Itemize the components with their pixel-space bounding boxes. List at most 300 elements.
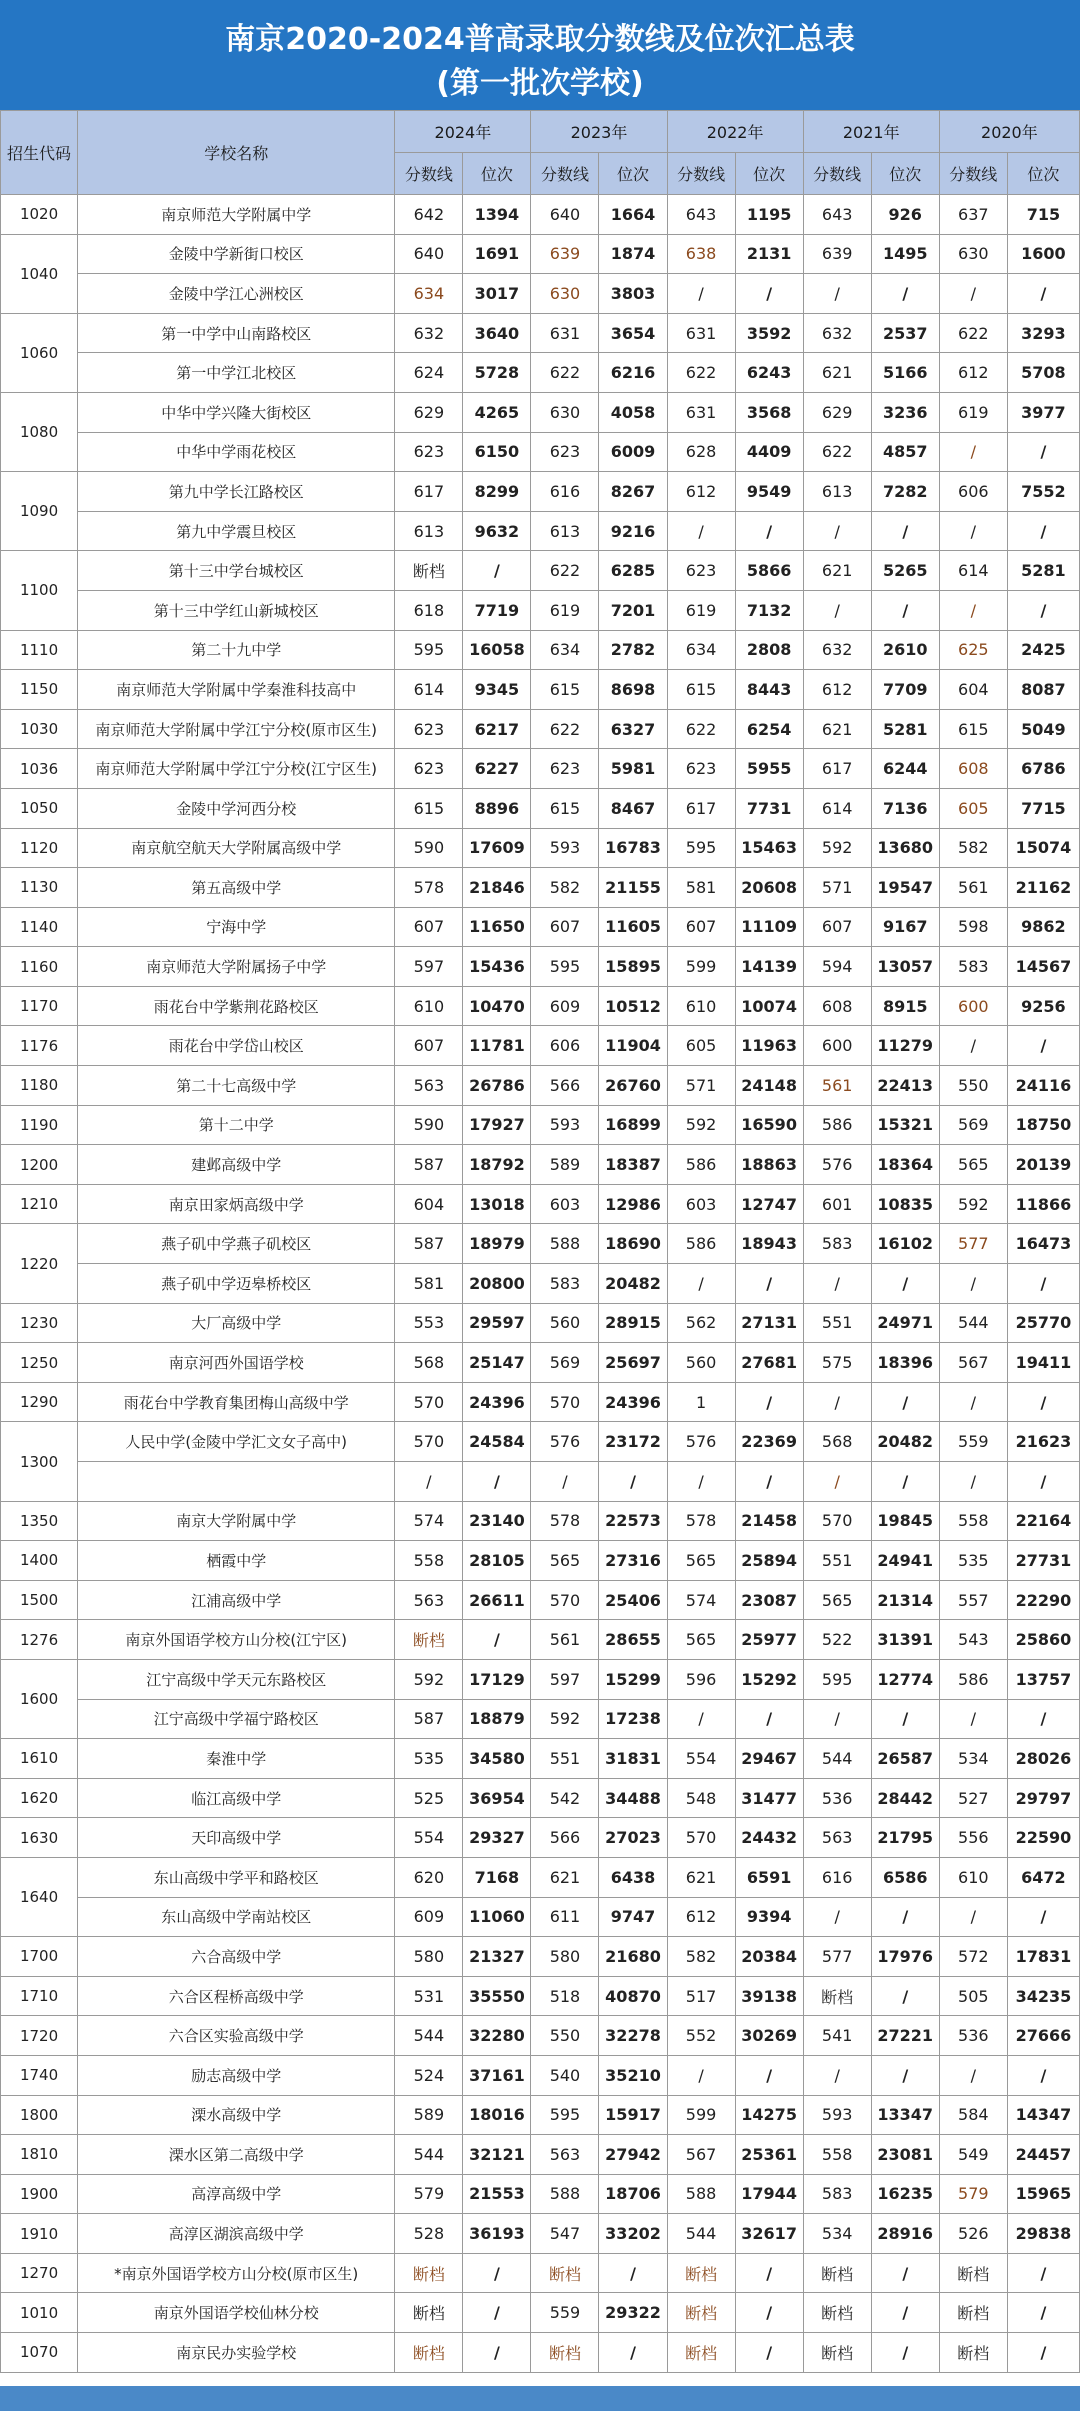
- school-name: 燕子矶中学迈皋桥校区: [78, 1264, 395, 1304]
- score-cell: 587: [395, 1145, 463, 1185]
- enrollment-code: 1910: [1, 2214, 78, 2254]
- school-name: 东山高级中学平和路校区: [78, 1857, 395, 1897]
- table-row: [1, 1422, 1080, 1462]
- rank-cell: 22590: [1007, 1818, 1079, 1858]
- score-cell: 1: [667, 1382, 735, 1422]
- score-cell: 615: [531, 788, 599, 828]
- rank-cell: 18863: [735, 1145, 803, 1185]
- score-cell: 617: [803, 749, 871, 789]
- rank-cell: 18387: [599, 1145, 667, 1185]
- score-cell: 595: [531, 947, 599, 987]
- rank-cell: 9345: [463, 670, 531, 710]
- score-cell: 565: [667, 1620, 735, 1660]
- score-cell: /: [803, 1897, 871, 1937]
- rank-cell: /: [463, 1462, 531, 1502]
- enrollment-code: 1710: [1, 1976, 78, 2016]
- enrollment-code: 1810: [1, 2135, 78, 2175]
- score-cell: 560: [667, 1343, 735, 1383]
- score-cell: /: [667, 274, 735, 314]
- rank-cell: /: [1007, 2293, 1079, 2333]
- rank-cell: 18750: [1007, 1105, 1079, 1145]
- table-row: [1, 1659, 1080, 1699]
- score-cell: 615: [939, 709, 1007, 749]
- table-row: [1, 709, 1080, 749]
- rank-cell: 12747: [735, 1184, 803, 1224]
- enrollment-code: 1200: [1, 1145, 78, 1185]
- rank-cell: 24432: [735, 1818, 803, 1858]
- table-row: [1, 1976, 1080, 2016]
- rank-cell: 22573: [599, 1501, 667, 1541]
- score-cell: 592: [803, 828, 871, 868]
- score-cell: 568: [803, 1422, 871, 1462]
- table-row: [1, 1026, 1080, 1066]
- score-cell: 561: [531, 1620, 599, 1660]
- rank-cell: /: [1007, 1462, 1079, 1502]
- score-cell: 542: [531, 1778, 599, 1818]
- score-cell: 561: [939, 868, 1007, 908]
- score-cell: 553: [395, 1303, 463, 1343]
- rank-cell: 25147: [463, 1343, 531, 1383]
- table-row: [1, 590, 1080, 630]
- rank-cell: 21327: [463, 1937, 531, 1977]
- school-name: 金陵中学河西分校: [78, 788, 395, 828]
- rank-cell: /: [1007, 2333, 1079, 2373]
- school-name: 金陵中学新街口校区: [78, 234, 395, 274]
- school-name: 东山高级中学南站校区: [78, 1897, 395, 1937]
- rank-cell: 24971: [871, 1303, 939, 1343]
- score-cell: 563: [803, 1818, 871, 1858]
- table-row: [1, 1580, 1080, 1620]
- score-cell: 535: [395, 1739, 463, 1779]
- score-cell: 587: [395, 1224, 463, 1264]
- score-cell: 断档: [803, 1976, 871, 2016]
- school-name: 六合区程桥高级中学: [78, 1976, 395, 2016]
- page-subtitle: (第一批次学校): [436, 66, 644, 101]
- school-name: 六合区实验高级中学: [78, 2016, 395, 2056]
- school-name: 六合高级中学: [78, 1937, 395, 1977]
- school-name: 第一中学中山南路校区: [78, 313, 395, 353]
- rank-cell: 29838: [1007, 2214, 1079, 2254]
- rank-cell: 6438: [599, 1857, 667, 1897]
- rank-cell: 5955: [735, 749, 803, 789]
- rank-cell: 25361: [735, 2135, 803, 2175]
- rank-cell: 22164: [1007, 1501, 1079, 1541]
- score-cell: 570: [803, 1501, 871, 1541]
- score-cell: 616: [531, 472, 599, 512]
- score-cell: 634: [531, 630, 599, 670]
- table-row: [1, 1857, 1080, 1897]
- enrollment-code: 1276: [1, 1620, 78, 1660]
- rank-cell: /: [871, 1897, 939, 1937]
- score-cell: 566: [531, 1066, 599, 1106]
- rank-cell: 9747: [599, 1897, 667, 1937]
- score-cell: 607: [667, 907, 735, 947]
- rank-cell: 3017: [463, 274, 531, 314]
- score-cell: 623: [395, 749, 463, 789]
- rank-cell: /: [1007, 1264, 1079, 1304]
- score-cell: 614: [803, 788, 871, 828]
- score-cell: 断档: [939, 2293, 1007, 2333]
- score-cell: 569: [531, 1343, 599, 1383]
- score-cell: 605: [939, 788, 1007, 828]
- table-row: [1, 1343, 1080, 1383]
- score-cell: 570: [395, 1382, 463, 1422]
- score-cell: 577: [803, 1937, 871, 1977]
- table-row: [1, 195, 1080, 235]
- school-name: 秦淮中学: [78, 1739, 395, 1779]
- header-year: 2024年: [395, 111, 531, 153]
- school-name: 燕子矶中学燕子矶校区: [78, 1224, 395, 1264]
- school-name: 雨花台中学岱山校区: [78, 1026, 395, 1066]
- rank-cell: 8698: [599, 670, 667, 710]
- rank-cell: /: [735, 1699, 803, 1739]
- table-row: [1, 1224, 1080, 1264]
- rank-cell: 26760: [599, 1066, 667, 1106]
- rank-cell: 10835: [871, 1184, 939, 1224]
- rank-cell: 1664: [599, 195, 667, 235]
- score-cell: 604: [395, 1184, 463, 1224]
- score-cell: 577: [939, 1224, 1007, 1264]
- table-row: [1, 828, 1080, 868]
- rank-cell: 7552: [1007, 472, 1079, 512]
- score-cell: 560: [531, 1303, 599, 1343]
- enrollment-code: 1620: [1, 1778, 78, 1818]
- header-score: 分数线: [803, 153, 871, 195]
- rank-cell: 40870: [599, 1976, 667, 2016]
- rank-cell: 7168: [463, 1857, 531, 1897]
- score-cell: 588: [667, 2174, 735, 2214]
- rank-cell: 18706: [599, 2174, 667, 2214]
- table-row: [1, 2055, 1080, 2095]
- score-cell: 570: [667, 1818, 735, 1858]
- rank-cell: 11963: [735, 1026, 803, 1066]
- rank-cell: 9632: [463, 511, 531, 551]
- score-cell: 634: [667, 630, 735, 670]
- rank-cell: 6216: [599, 353, 667, 393]
- rank-cell: /: [1007, 1699, 1079, 1739]
- score-cell: 534: [939, 1739, 1007, 1779]
- table-row: [1, 432, 1080, 472]
- header-score: 分数线: [667, 153, 735, 195]
- rank-cell: 26786: [463, 1066, 531, 1106]
- score-cell: 613: [395, 511, 463, 551]
- school-name: 第五高级中学: [78, 868, 395, 908]
- rank-cell: 30269: [735, 2016, 803, 2056]
- enrollment-code: 1700: [1, 1937, 78, 1977]
- rank-cell: 15895: [599, 947, 667, 987]
- enrollment-code: 1210: [1, 1184, 78, 1224]
- score-cell: 613: [531, 511, 599, 551]
- school-name: 南京大学附属中学: [78, 1501, 395, 1541]
- score-cell: 断档: [395, 2253, 463, 2293]
- rank-cell: 21846: [463, 868, 531, 908]
- rank-cell: /: [735, 1264, 803, 1304]
- table-row: [1, 2095, 1080, 2135]
- enrollment-code: 1800: [1, 2095, 78, 2135]
- rank-cell: 27942: [599, 2135, 667, 2175]
- score-cell: 590: [395, 828, 463, 868]
- rank-cell: /: [871, 2253, 939, 2293]
- rank-cell: 34235: [1007, 1976, 1079, 2016]
- school-name: 南京外国语学校仙林分校: [78, 2293, 395, 2333]
- rank-cell: 2610: [871, 630, 939, 670]
- enrollment-code: 1900: [1, 2174, 78, 2214]
- rank-cell: /: [599, 1462, 667, 1502]
- rank-cell: 25697: [599, 1343, 667, 1383]
- rank-cell: 5728: [463, 353, 531, 393]
- score-cell: 551: [803, 1303, 871, 1343]
- score-cell: 570: [395, 1422, 463, 1462]
- rank-cell: 18792: [463, 1145, 531, 1185]
- score-cell: 593: [803, 2095, 871, 2135]
- table-row: [1, 907, 1080, 947]
- rank-cell: 13057: [871, 947, 939, 987]
- rank-cell: 24457: [1007, 2135, 1079, 2175]
- score-cell: 578: [395, 868, 463, 908]
- score-cell: 536: [939, 2016, 1007, 2056]
- rank-cell: /: [735, 274, 803, 314]
- rank-cell: 20384: [735, 1937, 803, 1977]
- rank-cell: 27221: [871, 2016, 939, 2056]
- score-cell: 622: [531, 709, 599, 749]
- score-cell: 621: [803, 709, 871, 749]
- rank-cell: 24116: [1007, 1066, 1079, 1106]
- rank-cell: 25770: [1007, 1303, 1079, 1343]
- score-cell: /: [395, 1462, 463, 1502]
- score-cell: 604: [939, 670, 1007, 710]
- school-name: 宁海中学: [78, 907, 395, 947]
- header-row-years: [1, 111, 1080, 153]
- school-name: 江宁高级中学天元东路校区: [78, 1659, 395, 1699]
- score-cell: /: [939, 1897, 1007, 1937]
- rank-cell: 26611: [463, 1580, 531, 1620]
- score-cell: /: [803, 1264, 871, 1304]
- score-cell: 611: [531, 1897, 599, 1937]
- score-cell: 623: [667, 551, 735, 591]
- score-cell: 614: [395, 670, 463, 710]
- rank-cell: 16473: [1007, 1224, 1079, 1264]
- rank-cell: /: [871, 2333, 939, 2373]
- rank-cell: 18690: [599, 1224, 667, 1264]
- rank-cell: /: [463, 551, 531, 591]
- enrollment-code: 1100: [1, 551, 78, 630]
- rank-cell: 16899: [599, 1105, 667, 1145]
- table-row: [1, 551, 1080, 591]
- table-row: [1, 2135, 1080, 2175]
- score-cell: 544: [667, 2214, 735, 2254]
- score-cell: 623: [395, 432, 463, 472]
- score-cell: /: [531, 1462, 599, 1502]
- rank-cell: 24584: [463, 1422, 531, 1462]
- rank-cell: 27681: [735, 1343, 803, 1383]
- score-cell: /: [803, 1462, 871, 1502]
- school-name: 南京外国语学校方山分校(江宁区): [78, 1620, 395, 1660]
- table-row: [1, 868, 1080, 908]
- score-cell: 621: [803, 551, 871, 591]
- rank-cell: 14139: [735, 947, 803, 987]
- score-cell: 606: [939, 472, 1007, 512]
- rank-cell: 19845: [871, 1501, 939, 1541]
- header-school: 学校名称: [78, 111, 395, 195]
- score-cell: 642: [395, 195, 463, 235]
- rank-cell: 4857: [871, 432, 939, 472]
- rank-cell: 1394: [463, 195, 531, 235]
- enrollment-code: 1040: [1, 234, 78, 313]
- rank-cell: 1495: [871, 234, 939, 274]
- score-cell: 615: [667, 670, 735, 710]
- score-cell: /: [939, 511, 1007, 551]
- rank-cell: 2131: [735, 234, 803, 274]
- score-cell: 568: [395, 1343, 463, 1383]
- score-cell: 587: [395, 1699, 463, 1739]
- table-row: [1, 2253, 1080, 2293]
- score-cell: 599: [667, 947, 735, 987]
- rank-cell: 24396: [463, 1382, 531, 1422]
- table-row: [1, 788, 1080, 828]
- score-cell: 595: [667, 828, 735, 868]
- rank-cell: 36193: [463, 2214, 531, 2254]
- score-cell: 559: [531, 2293, 599, 2333]
- table-row: [1, 1145, 1080, 1185]
- rank-cell: 11279: [871, 1026, 939, 1066]
- enrollment-code: 1230: [1, 1303, 78, 1343]
- score-cell: 断档: [531, 2253, 599, 2293]
- enrollment-code: 1070: [1, 2333, 78, 2373]
- enrollment-code: 1500: [1, 1580, 78, 1620]
- rank-cell: 18943: [735, 1224, 803, 1264]
- score-cell: 622: [667, 709, 735, 749]
- rank-cell: 20482: [599, 1264, 667, 1304]
- score-cell: 623: [531, 749, 599, 789]
- enrollment-code: 1140: [1, 907, 78, 947]
- rank-cell: 21155: [599, 868, 667, 908]
- rank-cell: 3654: [599, 313, 667, 353]
- rank-cell: 13757: [1007, 1659, 1079, 1699]
- rank-cell: 28915: [599, 1303, 667, 1343]
- table-row: [1, 1818, 1080, 1858]
- enrollment-code: 1176: [1, 1026, 78, 1066]
- rank-cell: 39138: [735, 1976, 803, 2016]
- rank-cell: /: [1007, 2253, 1079, 2293]
- rank-cell: 6327: [599, 709, 667, 749]
- enrollment-code: 1080: [1, 392, 78, 471]
- score-cell: 576: [667, 1422, 735, 1462]
- table-row: [1, 1541, 1080, 1581]
- enrollment-code: 1630: [1, 1818, 78, 1858]
- score-cell: 622: [803, 432, 871, 472]
- rank-cell: 17976: [871, 1937, 939, 1977]
- score-cell: 563: [531, 2135, 599, 2175]
- enrollment-code: 1010: [1, 2293, 78, 2333]
- score-cell: 599: [667, 2095, 735, 2135]
- school-name: 中华中学雨花校区: [78, 432, 395, 472]
- score-cell: 534: [803, 2214, 871, 2254]
- score-cell: 571: [803, 868, 871, 908]
- rank-cell: 6591: [735, 1857, 803, 1897]
- rank-cell: /: [735, 2055, 803, 2095]
- score-cell: 623: [395, 709, 463, 749]
- score-cell: /: [939, 432, 1007, 472]
- school-name: 雨花台中学教育集团梅山高级中学: [78, 1382, 395, 1422]
- header-rank: 位次: [599, 153, 667, 195]
- rank-cell: 23087: [735, 1580, 803, 1620]
- table-row: [1, 1264, 1080, 1304]
- rank-cell: 28026: [1007, 1739, 1079, 1779]
- score-cell: 563: [395, 1580, 463, 1620]
- header-rank: 位次: [463, 153, 531, 195]
- score-cell: 583: [803, 1224, 871, 1264]
- rank-cell: 17609: [463, 828, 531, 868]
- rank-cell: 32280: [463, 2016, 531, 2056]
- rank-cell: 17129: [463, 1659, 531, 1699]
- score-cell: 566: [531, 1818, 599, 1858]
- rank-cell: 6244: [871, 749, 939, 789]
- rank-cell: 22369: [735, 1422, 803, 1462]
- rank-cell: /: [871, 1382, 939, 1422]
- rank-cell: /: [871, 2055, 939, 2095]
- score-cell: 588: [531, 2174, 599, 2214]
- rank-cell: 9862: [1007, 907, 1079, 947]
- rank-cell: 22290: [1007, 1580, 1079, 1620]
- rank-cell: 21623: [1007, 1422, 1079, 1462]
- score-cell: 592: [667, 1105, 735, 1145]
- header-year: 2021年: [803, 111, 939, 153]
- rank-cell: 715: [1007, 195, 1079, 235]
- rank-cell: 11650: [463, 907, 531, 947]
- rank-cell: /: [871, 1699, 939, 1739]
- score-cell: 554: [667, 1739, 735, 1779]
- enrollment-code: 1180: [1, 1066, 78, 1106]
- score-cell: 断档: [395, 551, 463, 591]
- rank-cell: 15917: [599, 2095, 667, 2135]
- rank-cell: 28442: [871, 1778, 939, 1818]
- score-cell: 断档: [939, 2253, 1007, 2293]
- score-cell: 596: [667, 1659, 735, 1699]
- table-row: [1, 234, 1080, 274]
- school-name: 栖霞中学: [78, 1541, 395, 1581]
- rank-cell: 20608: [735, 868, 803, 908]
- rank-cell: /: [1007, 1382, 1079, 1422]
- score-cell: 610: [395, 986, 463, 1026]
- rank-cell: 11904: [599, 1026, 667, 1066]
- rank-cell: 20482: [871, 1422, 939, 1462]
- enrollment-code: 1720: [1, 2016, 78, 2056]
- rank-cell: 6150: [463, 432, 531, 472]
- score-cell: 608: [939, 749, 1007, 789]
- school-name: 南京河西外国语学校: [78, 1343, 395, 1383]
- table-row: [1, 749, 1080, 789]
- table-row: [1, 472, 1080, 512]
- rank-cell: /: [463, 2333, 531, 2373]
- rank-cell: 16235: [871, 2174, 939, 2214]
- rank-cell: /: [871, 2293, 939, 2333]
- header-score: 分数线: [395, 153, 463, 195]
- score-cell: /: [803, 1699, 871, 1739]
- enrollment-code: 1600: [1, 1659, 78, 1738]
- rank-cell: 3568: [735, 392, 803, 432]
- score-cell: 634: [395, 274, 463, 314]
- rank-cell: 12774: [871, 1659, 939, 1699]
- score-cell: 断档: [531, 2333, 599, 2373]
- rank-cell: 2537: [871, 313, 939, 353]
- score-cell: 595: [531, 2095, 599, 2135]
- rank-cell: /: [599, 2253, 667, 2293]
- rank-cell: /: [735, 1462, 803, 1502]
- rank-cell: /: [735, 2293, 803, 2333]
- rank-cell: 11866: [1007, 1184, 1079, 1224]
- score-cell: 586: [667, 1224, 735, 1264]
- score-cell: /: [939, 2055, 1007, 2095]
